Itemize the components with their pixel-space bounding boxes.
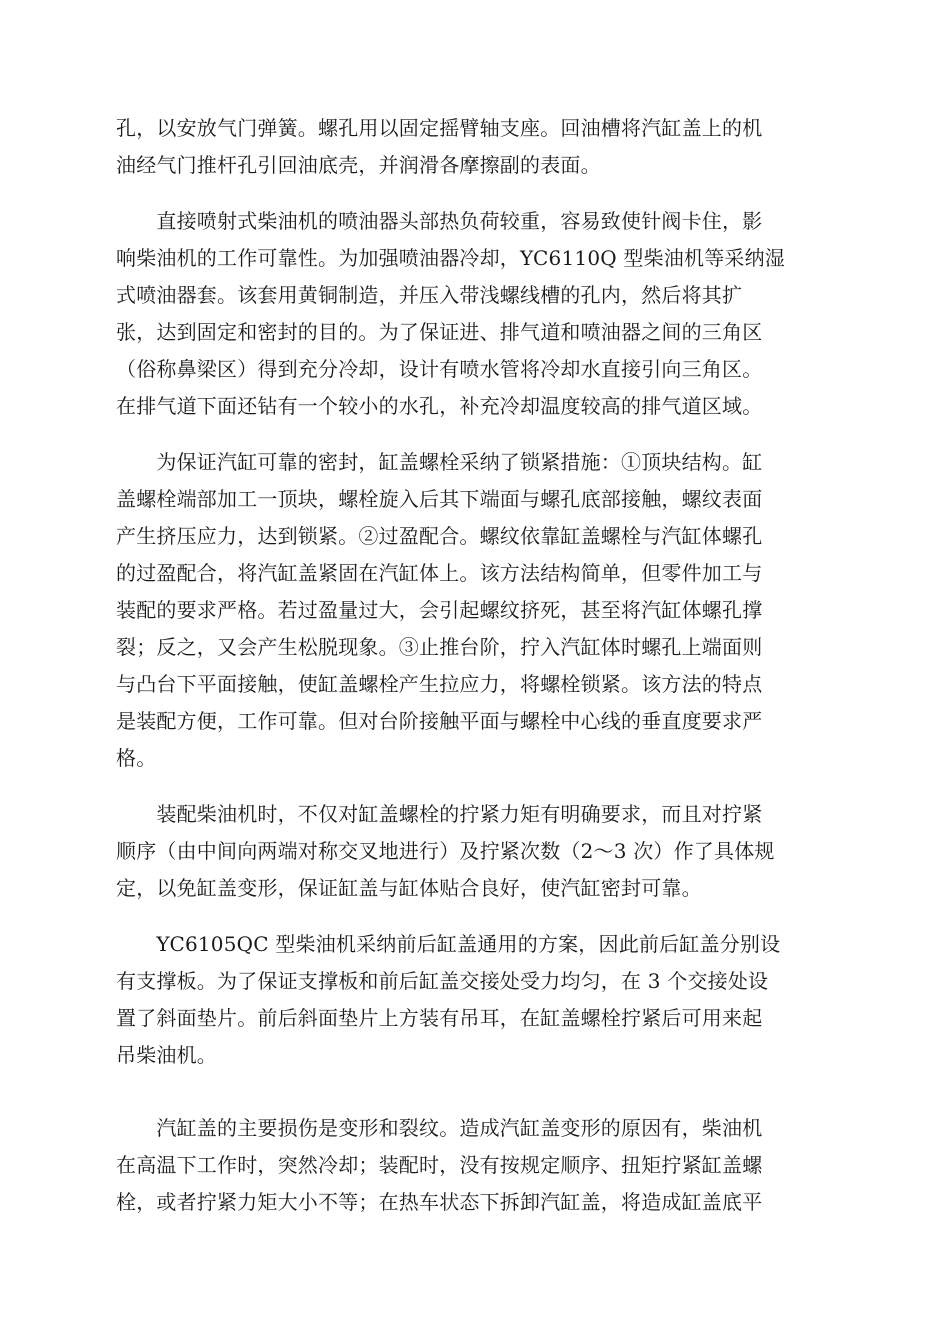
paragraph-valve-spring (116, 110, 838, 184)
paragraph-bolt-locking (116, 444, 838, 777)
text-line: 在高温下工作时，突然冷却；装配时，没有按规定顺序、扭矩拧紧缸盖螺 (116, 1153, 763, 1177)
text-line: 置了斜面垫片。前后斜面垫片上方装有吊耳，在缸盖螺栓拧紧后可用来起 (116, 1006, 763, 1030)
text-line: 的过盈配合，将汽缸盖紧固在汽缸体上。该方法结构简单，但零件加工与 (116, 561, 763, 585)
text-line: 油经气门推杆孔引回油底壳，并润滑各摩擦副的表面。 (116, 153, 601, 177)
text-line: 栓，或者拧紧力矩大小不等；在热车状态下拆卸汽缸盖，将造成缸盖底平 (116, 1190, 763, 1214)
text-line: 有支撑板。为了保证支撑板和前后缸盖交接处受力均匀，在 3 个交接处设 (116, 969, 769, 993)
text-line: 是装配方便，工作可靠。但对台阶接触平面与螺栓中心线的垂直度要求严 (116, 709, 763, 733)
text-line: 张，达到固定和密封的目的。为了保证进、排气道和喷油器之间的三角区 (116, 320, 763, 344)
text-line: 式喷油器套。该套用黄铜制造，并压入带浅螺线槽的孔内，然后将其扩 (116, 283, 743, 307)
text-line: 为保证汽缸可靠的密封，缸盖螺栓采纳了锁紧措施：①顶块结构。缸 (116, 450, 763, 474)
paragraph-injector-cooling (116, 203, 838, 425)
text-line: 格。 (116, 746, 157, 770)
paragraph-cylinder-head-damage (116, 1110, 838, 1221)
text-line: 在排气道下面还钻有一个较小的水孔，补充冷却温度较高的排气道区域。 (116, 394, 763, 418)
text-line: 盖螺栓端部加工一顶块，螺栓旋入后其下端面与螺孔底部接触，螺纹表面 (116, 487, 763, 511)
text-line: 产生挤压应力，达到锁紧。②过盈配合。螺纹依靠缸盖螺栓与汽缸体螺孔 (116, 524, 763, 548)
text-line: 吊柴油机。 (116, 1043, 217, 1067)
text-line: 响柴油机的工作可靠性。为加强喷油器冷却，YC6110Q 型柴油机等采纳湿 (116, 246, 786, 270)
paragraph-assembly-torque (116, 796, 838, 907)
text-line: 孔，以安放气门弹簧。螺孔用以固定摇臂轴支座。回油槽将汽缸盖上的机 (116, 116, 763, 140)
text-line: 装配的要求严格。若过盈量过大，会引起螺纹挤死，甚至将汽缸体螺孔撑 (116, 598, 763, 622)
text-line: 裂；反之，又会产生松脱现象。③止推台阶，拧入汽缸体时螺孔上端面则 (116, 635, 763, 659)
text-line: 直接喷射式柴油机的喷油器头部热负荷较重，容易致使针阀卡住，影 (116, 209, 763, 233)
paragraph-support-plate (116, 926, 838, 1074)
text-line: YC6105QC 型柴油机采纳前后缸盖通用的方案，因此前后缸盖分别设 (116, 932, 781, 956)
text-line: 顺序（由中间向两端对称交叉地进行）及拧紧次数（2～3 次）作了具体规 (116, 839, 775, 863)
text-line: 装配柴油机时，不仅对缸盖螺栓的拧紧力矩有明确要求，而且对拧紧 (116, 802, 763, 826)
text-line: 与凸台下平面接触，使缸盖螺栓产生拉应力，将螺栓锁紧。该方法的特点 (116, 672, 763, 696)
text-line: 定，以免缸盖变形，保证缸盖与缸体贴合良好，使汽缸密封可靠。 (116, 876, 702, 900)
text-line: 汽缸盖的主要损伤是变形和裂纹。造成汽缸盖变形的原因有，柴油机 (116, 1116, 763, 1140)
text-line: （俗称鼻梁区）得到充分冷却，设计有喷水管将冷却水直接引向三角区。 (116, 357, 763, 381)
